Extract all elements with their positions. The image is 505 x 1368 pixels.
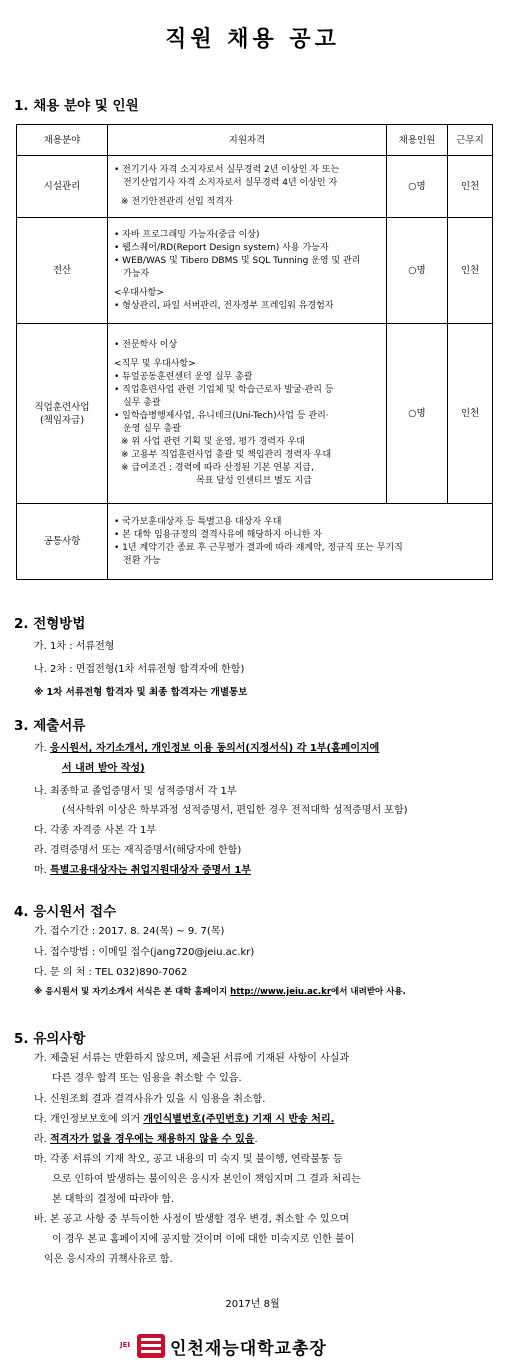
s5-item-c bbox=[34, 1113, 334, 1126]
s5-item: 가. 제출된 서류는 반환하지 않으며, 제출된 서류에 기재된 사항이 사실과 bbox=[34, 1053, 350, 1064]
common-line: • 본 대학 임용규정의 결격사유에 해당하지 아니한 자 bbox=[114, 529, 322, 540]
col-qualification: 지원자격 bbox=[108, 125, 387, 156]
s5-item-cont: 이 경우 본교 홈페이지에 공지할 것이며 이에 대한 미숙지로 인한 불이 bbox=[52, 1234, 355, 1245]
s3-e-text: 특별고용대상자는 취업지원대상자 증명서 1부 bbox=[50, 865, 251, 876]
s5-item-cont: 다른 경우 합격 또는 임용을 취소할 수 있음. bbox=[52, 1073, 242, 1084]
table-header-row bbox=[17, 125, 493, 156]
homepage-link[interactable]: http://www.jeiu.ac.kr bbox=[230, 987, 332, 997]
qual-note: ※ 위 사업 관련 기획 및 운영, 평가 경력자 우대 bbox=[121, 437, 305, 447]
qualification-cell bbox=[108, 218, 387, 324]
qualification-cell bbox=[108, 156, 387, 218]
qualification-cell bbox=[108, 324, 387, 504]
s3-mark: 가. bbox=[34, 743, 47, 754]
s5-c-text: 다. 개인정보보호에 의거 bbox=[34, 1114, 144, 1125]
s5-d-text: 적격자가 없을 경우에는 채용하지 않을 수 있음 bbox=[50, 1134, 255, 1145]
field-cell bbox=[17, 324, 108, 504]
table-row bbox=[17, 218, 493, 324]
count-cell: ○명 bbox=[387, 218, 448, 324]
s3-item-b-note: (석사학위 이상은 학부과정 성적증명서, 편입한 경우 전적대학 성적증명서 포함) bbox=[62, 805, 408, 816]
qual-subheading: <우대사항> bbox=[114, 287, 164, 298]
logo-mark bbox=[137, 1334, 165, 1358]
qual-line: • 전문학사 이상 bbox=[114, 340, 178, 350]
place-cell: 인천 bbox=[448, 218, 493, 324]
s4-item: 다. 문 의 처 : TEL 032)890-7062 bbox=[34, 967, 188, 978]
qual-note: 목표 달성 인센티브 별도 지급 bbox=[196, 476, 312, 486]
s5-mark: 라. bbox=[34, 1134, 51, 1145]
qual-line: 실무 총괄 bbox=[123, 398, 161, 408]
s3-mark: 마. bbox=[34, 865, 47, 876]
logo-text: JEI bbox=[120, 1341, 130, 1349]
s2-item: 가. 1차 : 서류전형 bbox=[34, 641, 115, 652]
table-row bbox=[17, 324, 493, 504]
common-line: • 1년 계약기간 종료 후 근무평가 결과에 따라 재계약, 정규직 또는 무기직 bbox=[114, 542, 403, 553]
field-cell: 전산 bbox=[17, 218, 108, 324]
qual-line: • 자바 프로그래밍 가능자(중급 이상) bbox=[114, 229, 260, 240]
s5-item-d bbox=[34, 1133, 258, 1146]
s3-item-c: 다. 각종 자격증 사본 각 1부 bbox=[34, 825, 157, 836]
s3-item-b: 나. 최종학교 졸업증명서 및 성적증명서 각 1부 bbox=[34, 786, 237, 797]
qual-note: ※ 고용부 직업훈련사업 총괄 및 책임관리 경력자 우대 bbox=[121, 450, 332, 460]
section-4-heading: 4. 응시원서 접수 bbox=[14, 904, 117, 920]
s3-item-a bbox=[34, 742, 379, 755]
qual-line: • 전기기사 자격 소지자로서 실무경력 2년 이상인 자 또는 bbox=[114, 165, 340, 175]
recruitment-table bbox=[16, 124, 493, 580]
table-row bbox=[17, 504, 493, 580]
qual-subheading: <직무 및 우대사항> bbox=[114, 359, 196, 369]
qual-line: 운영 실무 총괄 bbox=[123, 424, 181, 434]
s5-item: 마. 각종 서류의 기재 착오, 공고 내용의 미 숙지 및 불이행, 연락불통 등 bbox=[34, 1154, 343, 1165]
field-name: 직업훈련사업 bbox=[34, 401, 90, 413]
common-line: 전환 가능 bbox=[123, 555, 161, 566]
count-cell: ○명 bbox=[387, 324, 448, 504]
qual-line: • 웹스퀘어/RD(Report Design system) 사용 가능자 bbox=[114, 242, 329, 253]
qual-note: ※ 전기안전관리 선임 적격자 bbox=[121, 197, 233, 207]
s5-item-cont: 익은 응시자의 귀책사유로 함. bbox=[44, 1254, 173, 1265]
field-cell: 시설관리 bbox=[17, 156, 108, 218]
s5-item: 나. 신원조회 결과 결격사유가 있을 시 임용을 취소함. bbox=[34, 1094, 266, 1105]
notice-date: 2017년 8월 bbox=[225, 1299, 280, 1310]
section-5-heading: 5. 유의사항 bbox=[14, 1031, 86, 1047]
qual-line: 가능자 bbox=[123, 268, 150, 279]
s3-item-e bbox=[34, 864, 251, 877]
place-cell: 인천 bbox=[448, 324, 493, 504]
signer-name: 인천재능대학교총장 bbox=[170, 1339, 327, 1359]
col-field: 채용분야 bbox=[17, 125, 108, 156]
col-count: 채용인원 bbox=[387, 125, 448, 156]
qual-line: • 직업훈련사업 관련 기업체 및 학습근로자 발굴·관리 등 bbox=[114, 385, 334, 395]
qual-note: ※ 급여조건 : 경력에 따라 산정된 기본 연봉 지급, bbox=[121, 463, 314, 473]
s4-item: 가. 접수기간 : 2017. 8. 24(목) ~ 9. 7(목) bbox=[34, 926, 225, 937]
qual-line: • 형상관리, 파일 서버관리, 전자정부 프레임워 유경험자 bbox=[114, 300, 334, 311]
s3-item-a-cont bbox=[62, 762, 145, 775]
qual-line: • WEB/WAS 및 Tibero DBMS 및 SQL Tunning 운영 및 관리 bbox=[114, 255, 361, 266]
count-cell: ○명 bbox=[387, 156, 448, 218]
s4-item: 나. 접수방법 : 이메일 접수(jang720@jeiu.ac.kr) bbox=[34, 947, 255, 958]
s4-note-text: ※ 응시원서 및 자기소개서 서식은 본 대학 홈페이지 bbox=[34, 987, 231, 997]
section-2-heading: 2. 전형방법 bbox=[14, 616, 86, 632]
s5-item-cont: 으로 인하여 발생하는 불이익은 응시자 본인이 책임지며 그 결과 처리는 bbox=[52, 1174, 361, 1185]
section-3-heading: 3. 제출서류 bbox=[14, 718, 86, 734]
table-row bbox=[17, 156, 493, 218]
field-subtitle: (책임자급) bbox=[39, 414, 85, 426]
s2-note: ※ 1차 서류전형 합격자 및 최종 합격자는 개별통보 bbox=[34, 687, 248, 698]
s5-c-bold: 개인식별번호(주민번호) 기재 시 반송 처리. bbox=[143, 1114, 335, 1125]
common-line: • 국가보훈대상자 등 특별고용 대상자 우대 bbox=[114, 516, 282, 527]
s4-note bbox=[34, 986, 406, 999]
s3-a-text: 서 내려 받아 작성) bbox=[62, 763, 145, 774]
qual-line: • 일학습병행제사업, 유니테크(Uni-Tech)사업 등 관리· bbox=[114, 411, 329, 421]
s3-a-text: 응시원서, 자기소개서, 개인정보 이용 동의서(지정서식) 각 1부(홈페이지에 bbox=[50, 743, 380, 754]
s5-item: 바. 본 공고 사항 중 부득이한 사정이 발생할 경우 변경, 취소할 수 있으며 bbox=[34, 1214, 349, 1225]
common-cell bbox=[108, 504, 493, 580]
s4-note-text: 에서 내려받아 사용. bbox=[331, 987, 406, 997]
s2-item: 나. 2차 : 면접전형(1차 서류전형 합격자에 한함) bbox=[34, 664, 245, 675]
s5-item-cont: 본 대학의 결정에 따라야 함. bbox=[52, 1194, 175, 1205]
university-logo bbox=[120, 1332, 166, 1360]
page-title: 직원 채용 공고 bbox=[165, 27, 340, 52]
col-place: 근무지 bbox=[448, 125, 493, 156]
field-cell: 공통사항 bbox=[17, 504, 108, 580]
section-1-heading: 1. 채용 분야 및 인원 bbox=[14, 98, 139, 114]
s5-d-end: . bbox=[254, 1134, 258, 1145]
place-cell: 인천 bbox=[448, 156, 493, 218]
s3-item-d: 라. 경력증명서 또는 재직증명서(해당자에 한함) bbox=[34, 845, 242, 856]
qual-line: • 듀얼공동훈련센터 운영 실무 총괄 bbox=[114, 372, 253, 382]
qual-line: 전기산업기사 자격 소지자로서 실무경력 4년 이상인 자 bbox=[123, 178, 338, 188]
